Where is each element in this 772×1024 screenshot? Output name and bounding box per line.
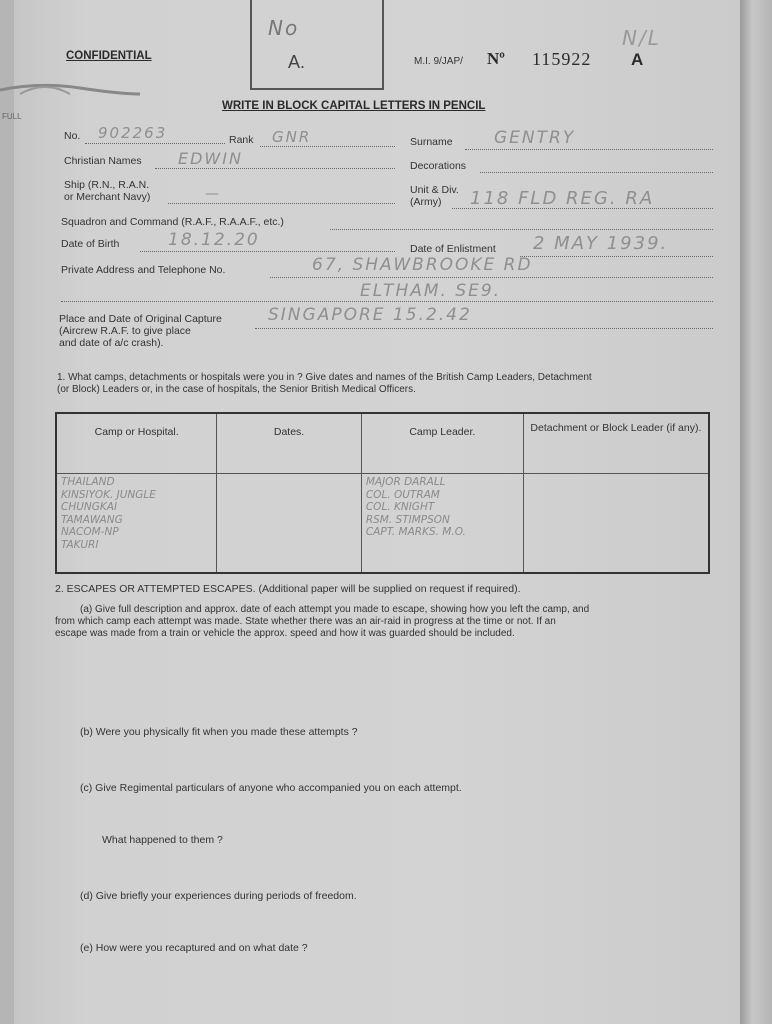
form-number: 115922 (532, 49, 592, 69)
corner-annotation: N/L (622, 26, 661, 50)
address-line-1: 67, SHAWBROOKE RD (312, 255, 533, 275)
leader-entry: COL. KNIGHT (365, 501, 435, 513)
question-2b: (b) Were you physically fit when you made these attempts ? (80, 726, 358, 738)
enlistment-label: Date of Enlistment (410, 243, 496, 255)
block-stamp (250, 0, 384, 90)
enlistment-value: 2 MAY 1939. (533, 233, 669, 254)
ship-label: Ship (R.N., R.A.N. (64, 179, 150, 191)
camp-entry: KINSIYOK. JUNGLE (61, 488, 156, 501)
number-label: Nº (487, 49, 505, 68)
question-1-line-2: (or Block) Leaders or, in the case of hospitals, the Senior British Medical Officers. (57, 384, 416, 395)
leader-entry: RSM. STIMPSON (365, 513, 450, 526)
leader-entry: COL. OUTRAM (365, 488, 440, 501)
christian-names-value: EDWIN (178, 149, 243, 168)
unit-value: 118 FLD REG. RA (470, 188, 655, 209)
col-dates-header: Dates. (217, 413, 362, 474)
col-camp-header: Camp or Hospital. (56, 413, 217, 474)
leader-list-cell (361, 474, 523, 574)
page-right-edge (740, 0, 772, 1024)
camp-entry: TAKURI (61, 538, 99, 551)
question-2c: (c) Give Regimental particulars of anyone who accompanied you on each attempt. (80, 782, 462, 794)
form-suffix: A (631, 50, 644, 69)
dob-label: Date of Birth (61, 238, 120, 250)
unit-label: Unit & Div. (410, 184, 459, 196)
rank-label: Rank (229, 134, 254, 146)
mi9-reference: M.I. 9/JAP/ (414, 56, 463, 67)
christian-names-label: Christian Names (64, 155, 142, 167)
address-label: Private Address and Telephone No. (61, 264, 226, 276)
instruction-heading: WRITE IN BLOCK CAPITAL LETTERS IN PENCIL (222, 100, 486, 112)
stamp-letter: A. (288, 52, 306, 72)
ship-value: — (205, 186, 221, 202)
confidential-label: CONFIDENTIAL (66, 50, 152, 62)
detachment-cell (523, 474, 709, 574)
dates-cell (217, 474, 362, 574)
camp-list-cell (56, 474, 217, 574)
col-leader-header: Camp Leader. (361, 413, 523, 474)
page-left-edge (0, 0, 14, 1024)
camp-entry: THAILAND (61, 476, 115, 488)
string-tie (0, 60, 140, 110)
camp-entry: NACOM-NP (61, 526, 119, 538)
question-1-line-1: 1. What camps, detachments or hospitals were you in ? Give dates and names of the British Camp Leaders, Detachment (57, 372, 592, 383)
margin-mark: FULL (2, 112, 22, 121)
question-2-title: 2. ESCAPES OR ATTEMPTED ESCAPES. (Additional paper will be supplied on request if required). (55, 583, 521, 595)
question-2a-line-2: from which camp each attempt was made. State whether there was an air-raid in progress at the time or not. If an (55, 616, 556, 627)
camp-entry: CHUNGKAI (61, 501, 118, 513)
leader-entry: MAJOR DARALL (365, 476, 446, 488)
decorations-label: Decorations (410, 160, 467, 172)
capture-label-3: and date of a/c crash). (59, 337, 164, 349)
question-2d: (d) Give briefly your experiences during periods of freedom. (80, 890, 357, 902)
squadron-label: Squadron and Command (R.A.F., R.A.A.F., etc.) (61, 216, 284, 228)
stamp-no: No (268, 16, 300, 40)
unit-label-2: (Army) (410, 196, 442, 208)
address-line-2: ELTHAM. SE9. (360, 281, 502, 301)
question-2a-line-1: (a) Give full description and approx. date of each attempt you made to escape, showing how you left the camp, and (80, 604, 590, 615)
camps-table (55, 412, 710, 574)
no-value: 902263 (98, 124, 168, 142)
question-2c-followup: What happened to them ? (102, 834, 223, 846)
surname-value: GENTRY (494, 128, 576, 148)
question-2e: (e) How were you recaptured and on what date ? (80, 942, 308, 954)
ship-label-2: or Merchant Navy) (64, 191, 151, 203)
col-detachment-header: Detachment or Block Leader (if any). (523, 413, 709, 474)
question-2a-line-3: escape was made from a train or vehicle the approx. speed and how it was guarded should be included. (55, 628, 515, 639)
dob-value: 18.12.20 (168, 230, 260, 250)
surname-label: Surname (410, 136, 453, 148)
leader-entry: CAPT. MARKS. M.O. (365, 526, 466, 538)
rank-value: GNR (272, 128, 312, 146)
capture-label: Place and Date of Original Capture (59, 313, 222, 325)
no-label: No. (64, 130, 81, 142)
capture-value: SINGAPORE 15.2.42 (268, 305, 472, 325)
camp-entry: TAMAWANG (61, 513, 123, 526)
capture-label-2: (Aircrew R.A.F. to give place (59, 325, 191, 337)
